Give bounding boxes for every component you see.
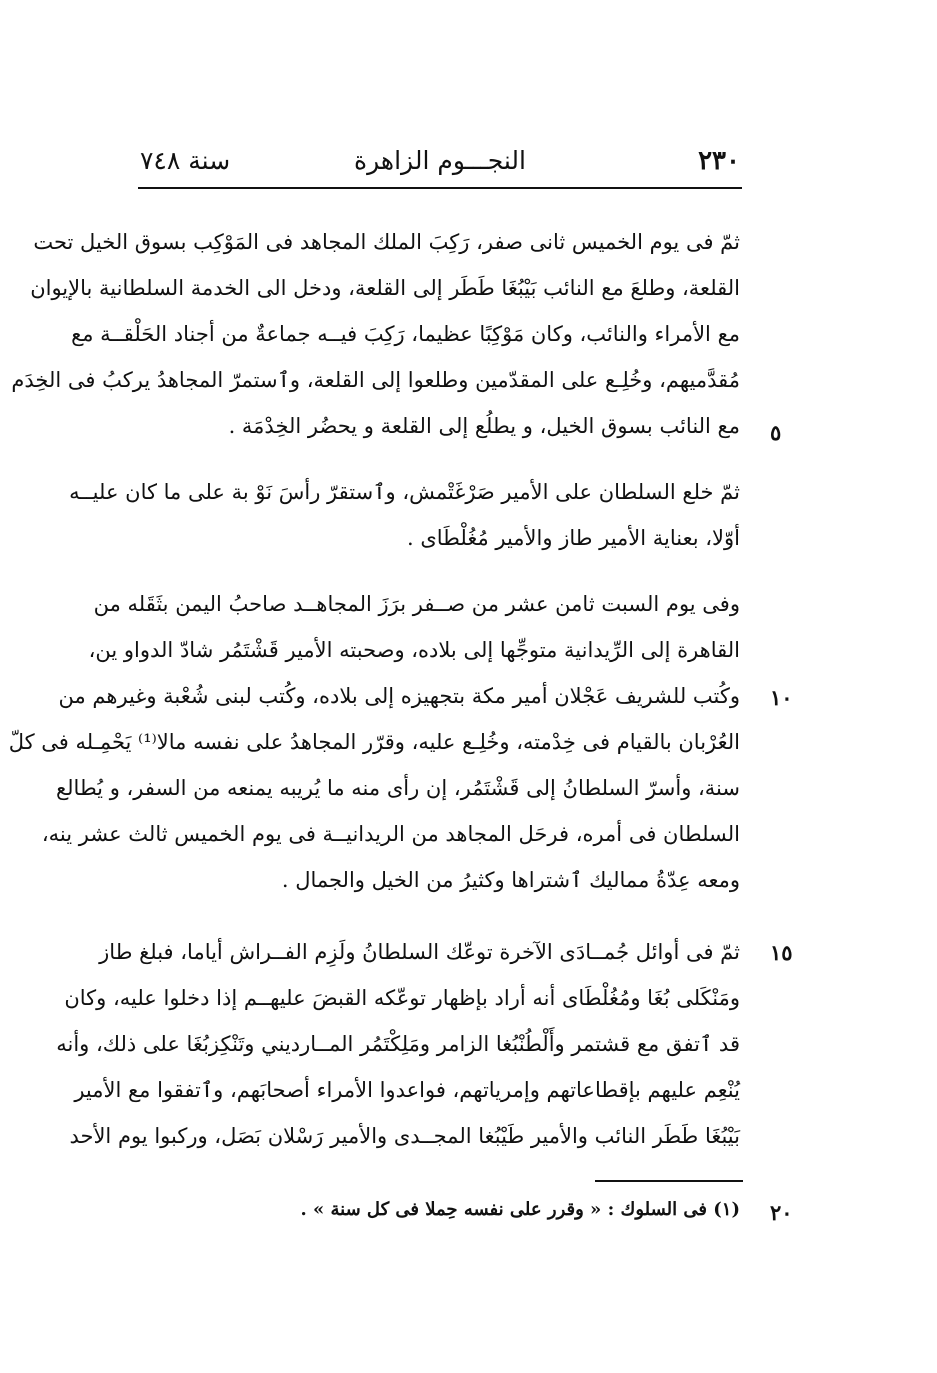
text-line: وكُتب للشريف عَجْلان أمير مكة بتجهيزه إلى بلاده، وكُتب لبنى شُعْبة وغيرهم من xyxy=(58,684,740,708)
header-rule xyxy=(138,187,742,189)
paragraph-1 xyxy=(11,219,740,449)
text-line: القاهرة إلى الرِّيدانية متوجِّها إلى بلاده، وصحبته الأمير قَشْتَمُر شادّ الدواو ين، xyxy=(88,638,740,662)
running-title: النجـــوم الزاهرة xyxy=(354,146,526,175)
text-line: ثمّ فى أوائل جُمــادَى الآخرة توعّك السلطانُ ولَزِم الفــراش أياما، فبلغ طاز xyxy=(99,940,740,964)
text-line: ومَنْكَلى بُغَا ومُغُلْطَاى أنه أراد بإظهار توعّكه القبضَ عليهــم إذا دخلوا عليه، وكان xyxy=(64,986,740,1010)
text-line: سنة، وأسرّ السلطانُ إلى قَشْتَمُر، إن رأى منه ما يُريبه يمنعه من السفر، و يُطالع xyxy=(55,776,740,800)
paragraph-3 xyxy=(8,581,740,903)
margin-line-number: ١٠ xyxy=(770,685,793,710)
text-line: ثمّ خلع السلطان على الأمير صَرْغَتْمش، وٱستقرّ رأسَ نَوْ بة على ما كان عليــه xyxy=(69,480,740,504)
margin-line-number: ٥ xyxy=(770,420,782,445)
text-line: القلعة، وطلعَ مع النائب بَيْبُغَا طَطَر إلى القلعة، ودخل الى الخدمة السلطانية بالإيوان xyxy=(30,276,740,300)
paragraph-2 xyxy=(69,469,740,561)
paragraph-4 xyxy=(56,929,740,1159)
text-line: مع النائب بسوق الخيل، و يطلُع إلى القلعة و يحضُر الخِدْمَة . xyxy=(228,414,740,438)
running-header xyxy=(140,146,740,186)
text-line: أوّلا، بعناية الأمير طاز والأمير مُغُلْطَاى . xyxy=(406,526,740,550)
page-number: ٢٣٠ xyxy=(698,146,740,176)
footnote: (١) فى السلوك : « وقرر على نفسه حِملا فى كل سنة » . xyxy=(300,1199,740,1220)
footnote-rule xyxy=(595,1180,743,1182)
text-line: وفى يوم السبت ثامن عشر من صــفر برَزَ المجاهــد صاحبُ اليمن بثَقَله من xyxy=(93,592,740,616)
margin-line-number: ١٥ xyxy=(770,940,793,965)
text-line: يُنْعِم عليهم بإقطاعاتهم وإمرياتهم، فواعدوا الأمراء أصحابَهم، وٱتفقوا مع الأمير xyxy=(74,1078,740,1102)
running-year: سنة ٧٤٨ xyxy=(140,146,231,175)
text-line: ثمّ فى يوم الخميس ثانى صفر، رَكِبَ الملك المجاهد فى المَوْكِب بسوق الخيل تحت xyxy=(33,230,740,254)
text-line: قد ٱتفق مع قشتمر وأَلْطُنْبُغا الزامر ومَلِكْتَمُر المــارديني وتَنْكِزبُغَا على ذلك، وأنه xyxy=(56,1032,740,1056)
text-line: السلطان فى أمره، فرحَل المجاهد من الريدانيــة فى يوم الخميس ثالث عشر ينه، xyxy=(41,822,740,846)
text-line: بَيْبُغَا طَطَر النائب والأمير طَيْبُغا المجــدى والأمير رَسْلان بَصَل، وركبوا يوم الأحد xyxy=(69,1124,740,1148)
margin-line-number: ٢٠ xyxy=(770,1200,793,1225)
text-line: ومعه عِدّةُ مماليك ٱشتراها وكثيرُ من الخيل والجمال . xyxy=(281,868,740,892)
text-line: مُقدَّميهم، وخُلِـع على المقدّمين وطلعوا إلى القلعة، وٱستمرّ المجاهدُ يركبُ فى الخِدَم xyxy=(11,368,740,392)
text-line: العُرْبان بالقيام فى خِدْمته، وخُلِـع عليه، وقرّر المجاهدُ على نفسه مالا⁽¹⁾ يَحْمِـله فى كلّ xyxy=(8,730,740,754)
text-line: مع الأمراء والنائب، وكان مَوْكِبًا عظيما، رَكِبَ فيــه جماعةٌ من أجناد الحَلْقــة مع xyxy=(71,322,740,346)
